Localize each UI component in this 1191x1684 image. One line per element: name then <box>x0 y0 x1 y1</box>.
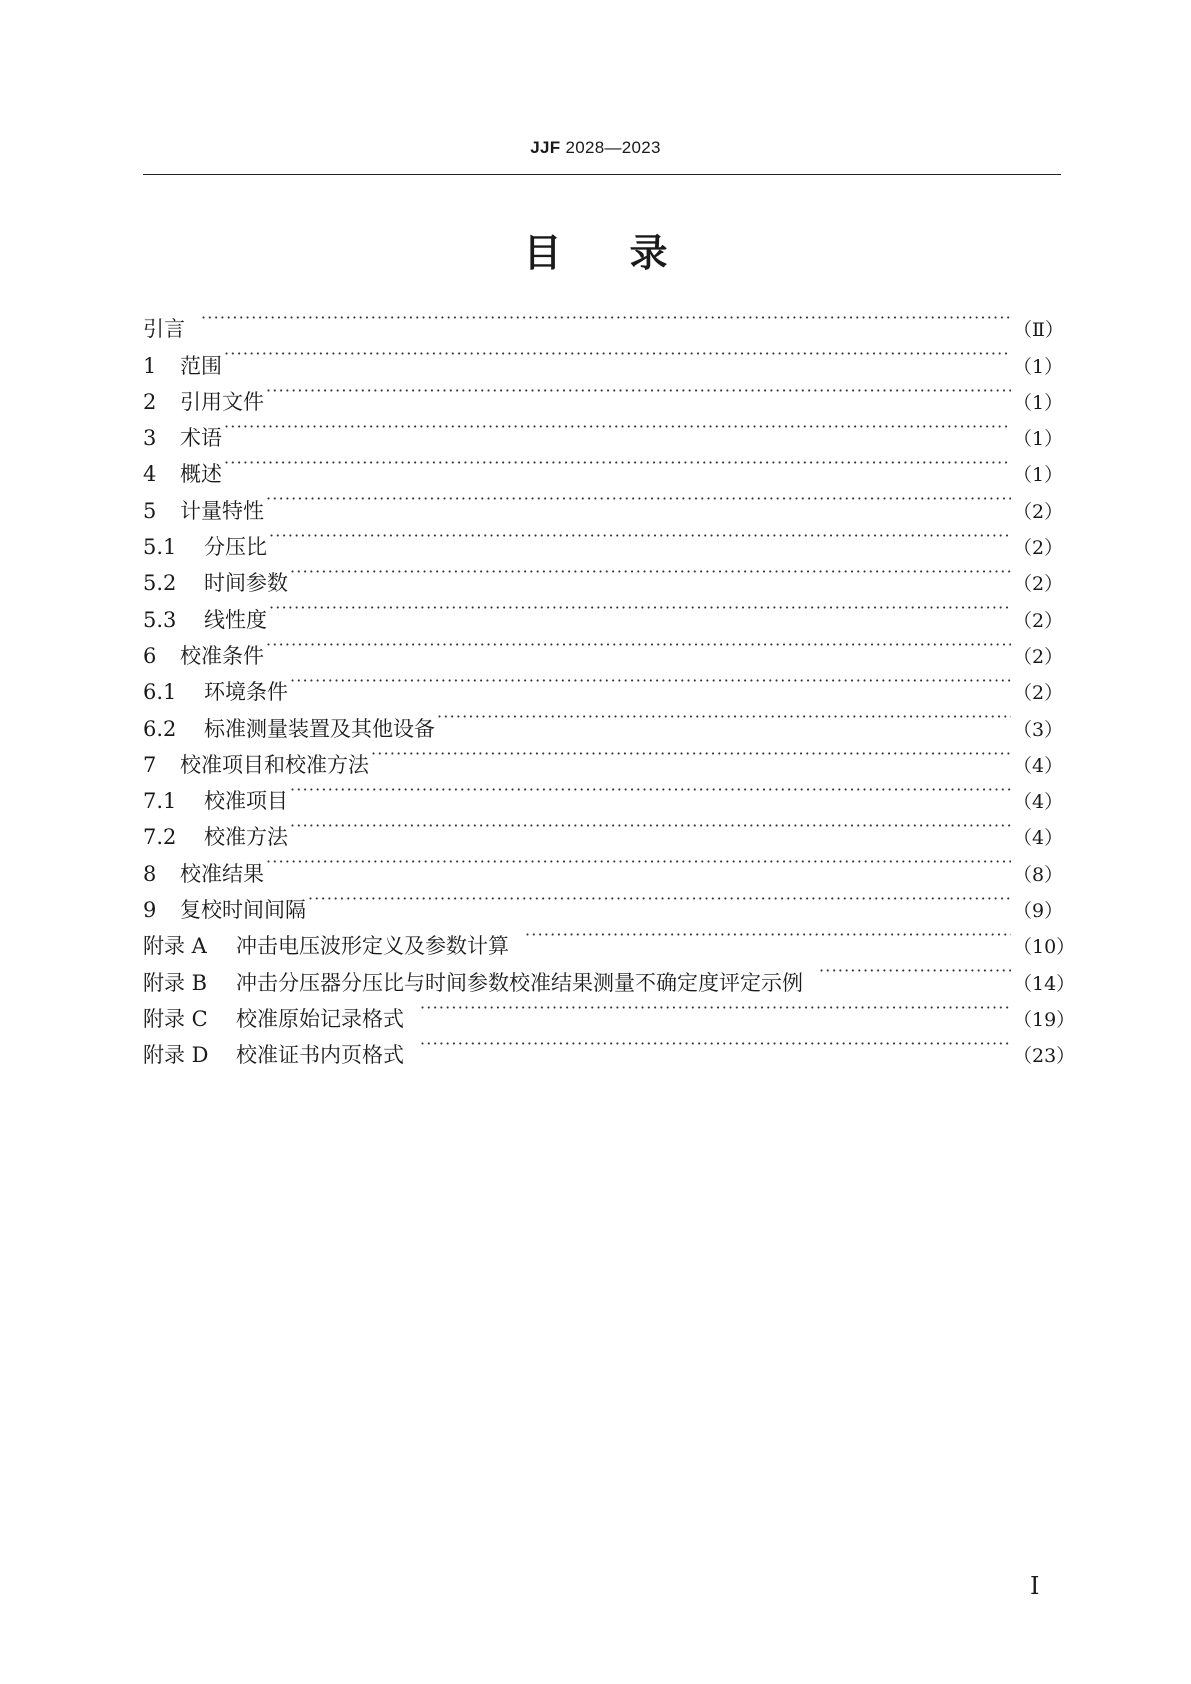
toc-entry-page: （1） <box>1013 428 1064 451</box>
toc-leader-dots <box>290 808 1011 844</box>
toc-entry-number: 附录 A <box>143 934 207 959</box>
toc-entry-number: 6.2 <box>143 716 177 741</box>
toc-leader-dots <box>525 917 1011 953</box>
toc-entry[interactable] <box>143 300 1064 342</box>
standard-code-prefix: JJF <box>530 138 561 157</box>
toc-entry-page: （1） <box>1013 464 1064 487</box>
toc-entry-title: 线性度 <box>204 607 267 632</box>
toc-entry[interactable] <box>143 373 1064 414</box>
toc-entry-title: 校准原始记录格式 <box>236 1006 404 1031</box>
toc-entry-page: （4） <box>1013 791 1064 814</box>
toc-leader-dots <box>201 300 1011 336</box>
toc-leader-dots <box>269 518 1011 554</box>
toc-entry-page: （4） <box>1013 827 1064 850</box>
toc-leader-dots <box>290 663 1011 699</box>
toc-entry-page: （10） <box>1013 936 1076 959</box>
toc-entry-number: 7 <box>143 752 157 777</box>
toc-entry-page: （23） <box>1013 1045 1076 1068</box>
toc-entry-title: 环境条件 <box>204 680 288 705</box>
toc-entry-page: （2） <box>1013 537 1064 560</box>
toc-entry-page: （3） <box>1013 718 1064 741</box>
toc-entry-page: （4） <box>1013 754 1064 777</box>
toc-entry[interactable] <box>143 881 1064 923</box>
toc-entry-title: 范围 <box>180 353 222 378</box>
toc-entry-page: （8） <box>1013 863 1064 886</box>
page-number: Ⅰ <box>1030 1572 1040 1600</box>
toc-entry-number: 5 <box>143 498 157 523</box>
toc-entry-title: 校准结果 <box>180 861 264 886</box>
toc-entry-page: （14） <box>1013 972 1076 995</box>
toc-entry-number: 9 <box>143 898 157 923</box>
toc-leader-dots <box>266 373 1011 409</box>
toc-entry-page: （1） <box>1013 391 1064 414</box>
toc-entry-title: 引言 <box>143 317 185 342</box>
toc-entry-page: （2） <box>1013 609 1064 632</box>
toc-entry-title: 复校时间间隔 <box>180 898 306 923</box>
toc-leader-dots <box>371 736 1011 772</box>
toc-entry-title: 冲击分压器分压比与时间参数校准结果测量不确定度评定示例 <box>236 970 803 995</box>
toc-entry-number: 3 <box>143 426 157 451</box>
toc-leader-dots <box>269 590 1011 626</box>
toc-leader-dots <box>224 336 1011 372</box>
toc-entry-title: 校准项目和校准方法 <box>180 752 369 777</box>
toc-entry-page: （2） <box>1013 682 1064 705</box>
toc-entry-title: 校准项目 <box>204 789 288 814</box>
toc-entry-number: 附录 B <box>143 970 208 995</box>
toc-entry-title: 概述 <box>180 462 222 487</box>
toc-entry[interactable] <box>143 663 1064 705</box>
toc-entry[interactable] <box>143 518 1064 560</box>
toc-entry-page: （2） <box>1013 573 1064 596</box>
toc-entry-title: 校准条件 <box>180 643 264 668</box>
toc-entry[interactable] <box>143 554 1064 596</box>
toc-entry-title: 冲击电压波形定义及参数计算 <box>236 934 509 959</box>
toc-leader-dots <box>308 881 1011 917</box>
toc-entry-number: 5.3 <box>143 607 177 632</box>
standard-code-number: 2028—2023 <box>565 138 661 157</box>
toc-leader-dots <box>224 409 1011 445</box>
toc-entry-number: 5.2 <box>143 571 177 596</box>
toc-entry[interactable] <box>143 445 1064 487</box>
toc-entry-number: 1 <box>143 353 157 378</box>
toc-entry[interactable] <box>143 627 1064 668</box>
header-rule <box>143 174 1061 175</box>
toc-leader-dots <box>266 627 1011 663</box>
toc-entry-number: 附录 D <box>143 1043 209 1068</box>
toc-entry-number: 5.1 <box>143 535 177 560</box>
toc-leader-dots <box>437 699 1011 735</box>
toc-entry-number: 附录 C <box>143 1006 208 1031</box>
table-of-contents <box>143 300 1076 1068</box>
toc-leader-dots <box>224 445 1011 481</box>
toc-entry[interactable] <box>143 336 1064 378</box>
toc-leader-dots <box>420 990 1011 1026</box>
toc-entry-page: （9） <box>1013 900 1064 923</box>
toc-entry-number: 2 <box>143 389 157 414</box>
toc-leader-dots <box>290 772 1011 808</box>
toc-entry-number: 6.1 <box>143 680 177 705</box>
toc-entry-title: 时间参数 <box>204 571 288 596</box>
toc-leader-dots <box>266 844 1011 880</box>
toc-entry-page: （19） <box>1013 1008 1076 1031</box>
toc-entry-number: 4 <box>143 462 157 487</box>
toc-entry-title: 标准测量装置及其他设备 <box>204 716 435 741</box>
toc-entry-title: 校准证书内页格式 <box>236 1043 404 1068</box>
toc-entry[interactable] <box>143 481 1064 523</box>
toc-leader-dots <box>266 481 1011 517</box>
toc-entry-page: （Ⅱ） <box>1013 319 1064 342</box>
toc-entry-title: 引用文件 <box>180 389 264 414</box>
toc-entry-page: （2） <box>1013 645 1064 668</box>
toc-entry-title: 校准方法 <box>204 825 288 850</box>
toc-entry-number: 7.1 <box>143 789 177 814</box>
toc-entry-title: 术语 <box>180 426 222 451</box>
toc-entry[interactable] <box>143 409 1064 451</box>
toc-entry-number: 8 <box>143 861 157 886</box>
toc-leader-dots <box>290 554 1011 590</box>
toc-entry-title: 计量特性 <box>180 498 264 523</box>
toc-entry[interactable] <box>143 844 1064 886</box>
toc-leader-dots <box>819 953 1011 989</box>
toc-entry-number: 7.2 <box>143 825 177 850</box>
running-header <box>0 138 1191 158</box>
toc-entry-number: 6 <box>143 643 157 668</box>
toc-entry-title: 分压比 <box>204 535 267 560</box>
toc-leader-dots <box>420 1026 1011 1062</box>
toc-entry-page: （1） <box>1013 355 1064 378</box>
toc-entry-page: （2） <box>1013 500 1064 523</box>
page-title: 目录 <box>523 231 736 275</box>
toc-entry[interactable] <box>143 590 1064 632</box>
